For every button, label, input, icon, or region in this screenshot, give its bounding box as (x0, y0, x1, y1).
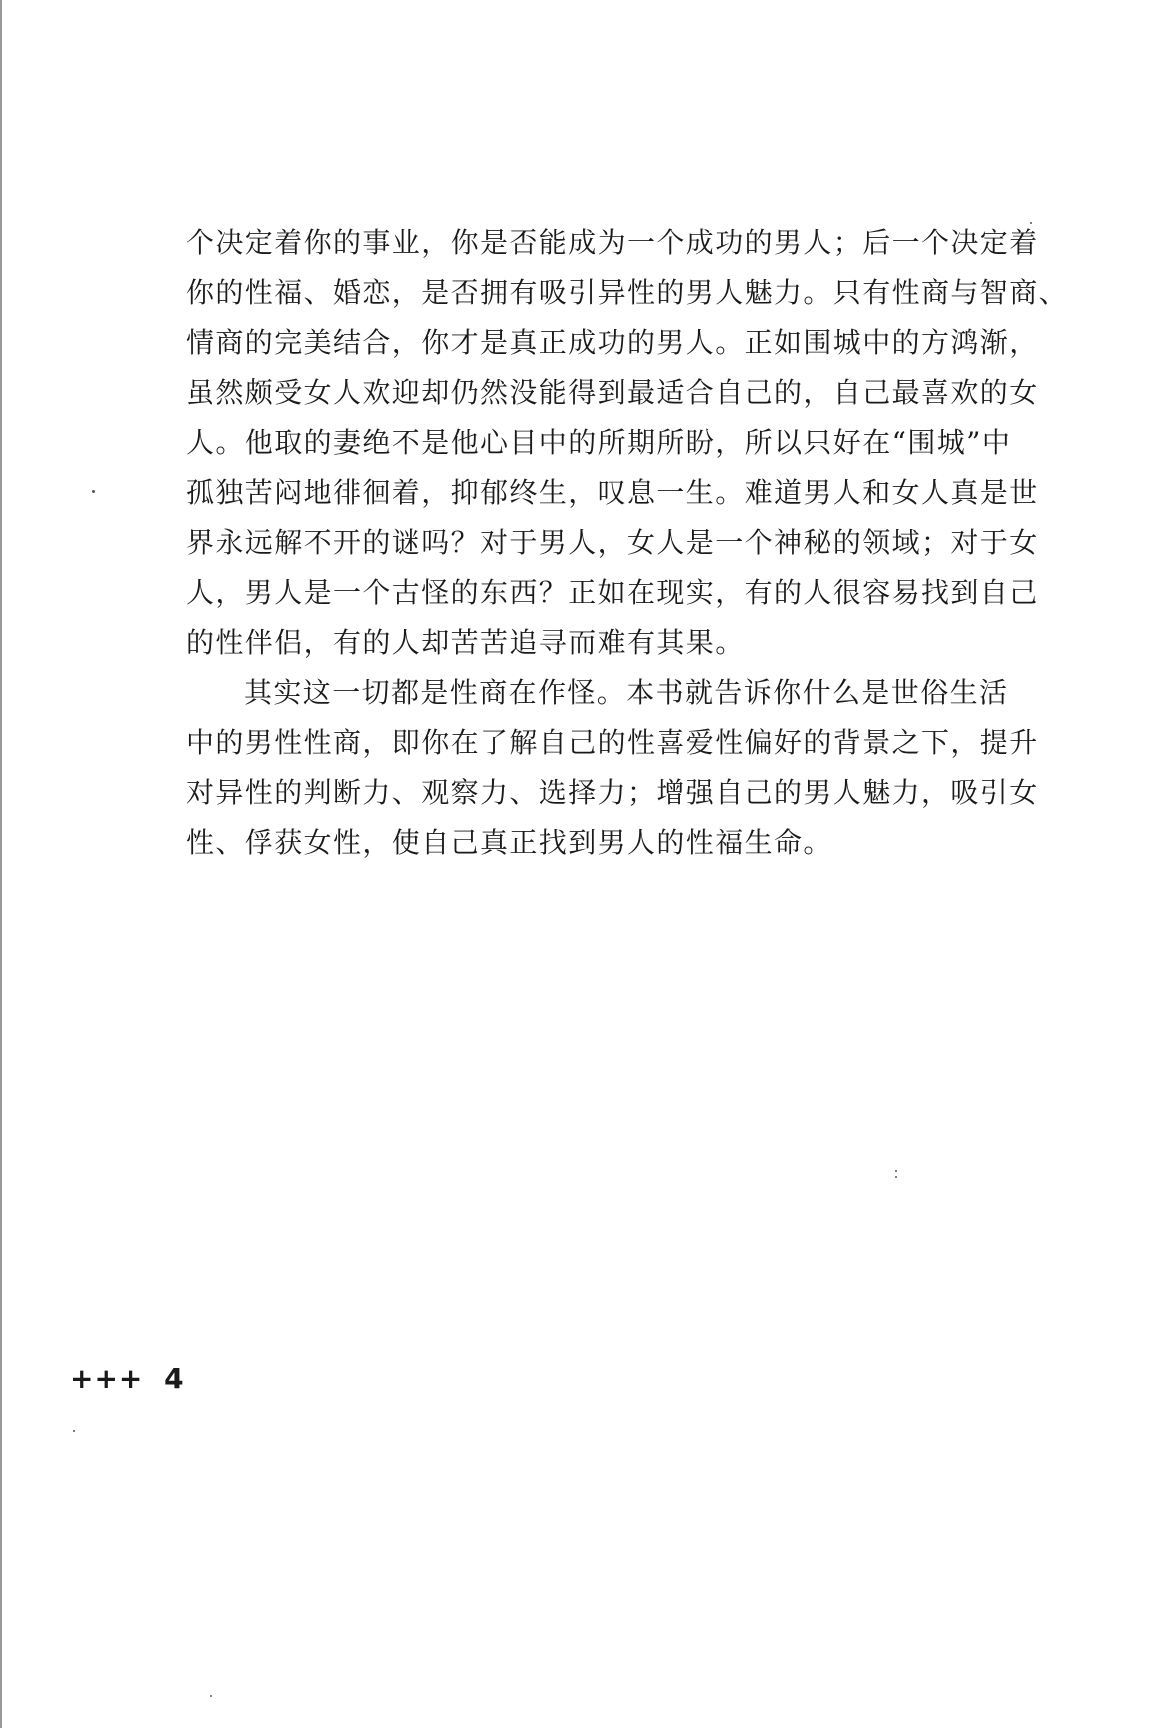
text-line: 个决定着你的事业，你是否能成为一个成功的男人；后一个决定着 (186, 226, 1039, 259)
text-line: 其实这一切都是性商在作怪。本书就告诉你什么是世俗生活 (244, 676, 1009, 709)
text-line: 人，男人是一个古怪的东西？正如在现实，有的人很容易找到自己 (186, 576, 1039, 609)
scan-speck (895, 1170, 897, 1172)
footer-marker: +++ (70, 1362, 144, 1395)
text-line: 人。他取的妻绝不是他心目中的所期所盼，所以只好在“围城”中 (186, 426, 1012, 459)
scan-speck (92, 490, 95, 493)
text-line: 界永远解不开的谜吗？对于男人，女人是一个神秘的领域；对于女 (186, 526, 1039, 559)
text-line: 的性伴侣，有的人却苦苦追寻而难有其果。 (186, 626, 745, 659)
page-edge (0, 0, 2, 1728)
body-text (186, 218, 1069, 868)
scan-speck (1030, 222, 1032, 224)
text-line: 孤独苦闷地徘徊着，抑郁终生，叹息一生。难道男人和女人真是世 (186, 476, 1039, 509)
page-number: 4 (164, 1362, 185, 1395)
paragraph-1 (186, 218, 1069, 668)
text-line: 情商的完美结合，你才是真正成功的男人。正如围城中的方鸿渐， (186, 326, 1039, 359)
scan-speck (895, 1176, 897, 1178)
text-line: 对异性的判断力、观察力、选择力；增强自己的男人魅力，吸引女 (186, 776, 1039, 809)
text-line: 虽然颇受女人欢迎却仍然没能得到最适合自己的，自己最喜欢的女 (186, 376, 1039, 409)
text-line: 你的性福、婚恋，是否拥有吸引异性的男人魅力。只有性商与智商、 (186, 276, 1069, 309)
text-line: 性、俘获女性，使自己真正找到男人的性福生命。 (186, 826, 833, 859)
page-footer (70, 1362, 185, 1395)
scan-speck (210, 1695, 212, 1697)
text-line: 中的男性性商，即你在了解自己的性喜爱性偏好的背景之下，提升 (186, 726, 1039, 759)
scan-speck (73, 1430, 75, 1432)
paragraph-2 (186, 668, 1039, 868)
